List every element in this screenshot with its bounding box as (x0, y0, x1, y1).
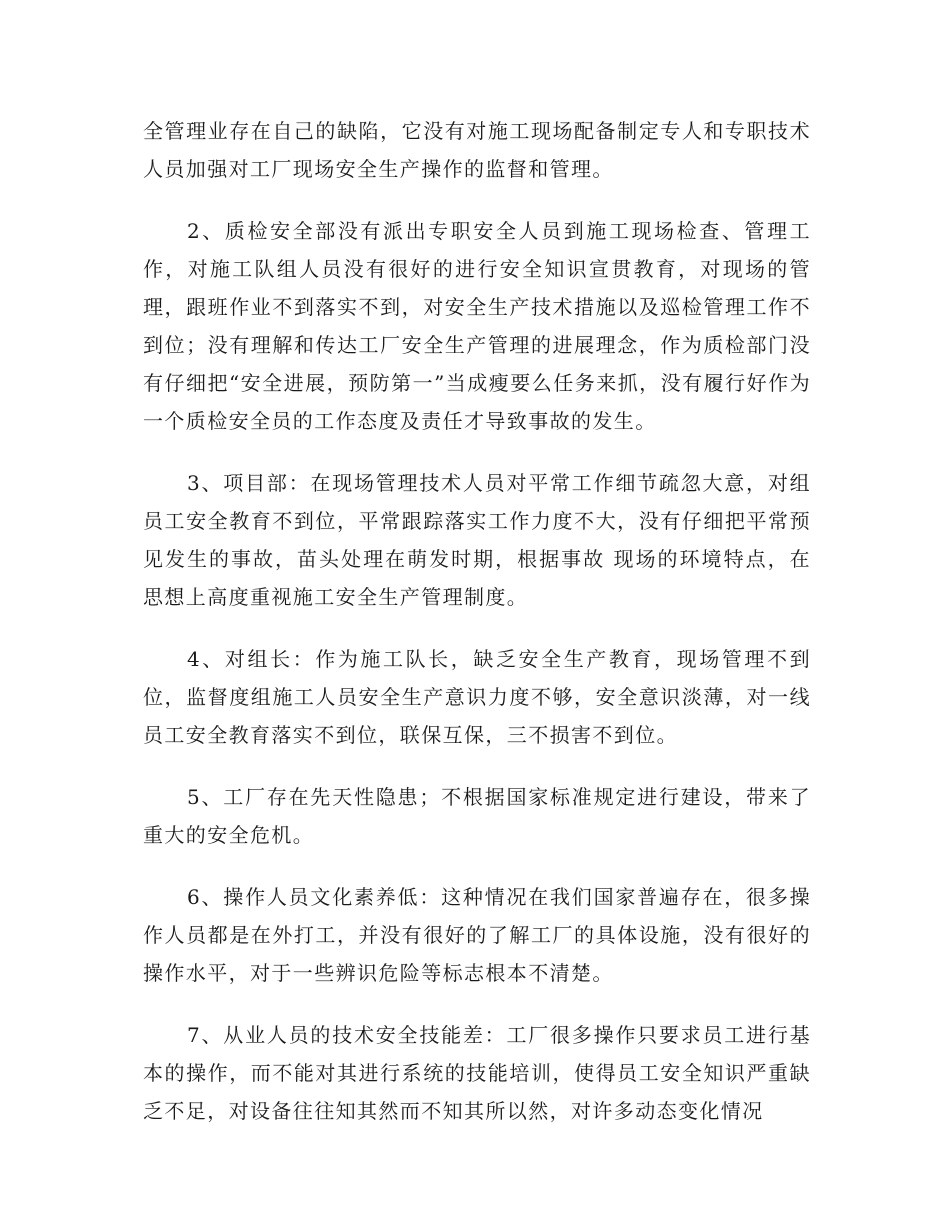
paragraph-item-3: 3、项目部：在现场管理技术人员对平常工作细节疏忽大意，对组员工安全教育不到位，平常跟踪落实工作力度不大，没有仔细把平常预见发生的事故，苗头处理在萌发时期，根据事故 现场的环境特点，在思想上高度重视施工安全生产管理制度。 (143, 471, 811, 609)
paragraph-continuation: 全管理业存在自己的缺陷，它没有对施工现场配备制定专人和专职技术人员加强对工厂现场安全生产操作的监督和管理。 (143, 119, 811, 181)
paragraph-item-5: 5、工厂存在先天性隐患；不根据国家标准规定进行建设，带来了重大的安全危机。 (143, 785, 811, 847)
paragraph-item-6: 6、操作人员文化素养低：这种情况在我们国家普遍存在，很多操作人员都是在外打工，并没有很好的了解工厂的具体设施，没有很好的操作水平，对于一些辨识危险等标志根本不清楚。 (143, 885, 811, 985)
paragraph-item-2: 2、质检安全部没有派出专职安全人员到施工现场检查、管理工作，对施工队组人员没有很好的进行安全知识宣贯教育，对现场的管理，跟班作业不到落实不到，对安全生产技术措施以及巡检管理工作不到位；没有理解和传达工厂安全生产管理的进展理念，作为质检部门没有仔细把“安全进展，预防第一”当成瘦要么任务来抓，没有履行好作为一个质检安全员的工作态度及责任才导致事故的发生。 (143, 219, 811, 433)
paragraph-item-4: 4、对组长：作为施工队长，缺乏安全生产教育，现场管理不到位，监督度组施工人员安全生产意识力度不够，安全意识淡薄，对一线员工安全教育落实不到位，联保互保，三不损害不到位。 (143, 647, 811, 747)
paragraph-item-7: 7、从业人员的技术安全技能差：工厂很多操作只要求员工进行基本的操作，而不能对其进行系统的技能培训，使得员工安全知识严重缺乏不足，对设备往往知其然而不知其所以然，对许多动态变化情况 (143, 1023, 811, 1123)
document-body (143, 112, 811, 1154)
